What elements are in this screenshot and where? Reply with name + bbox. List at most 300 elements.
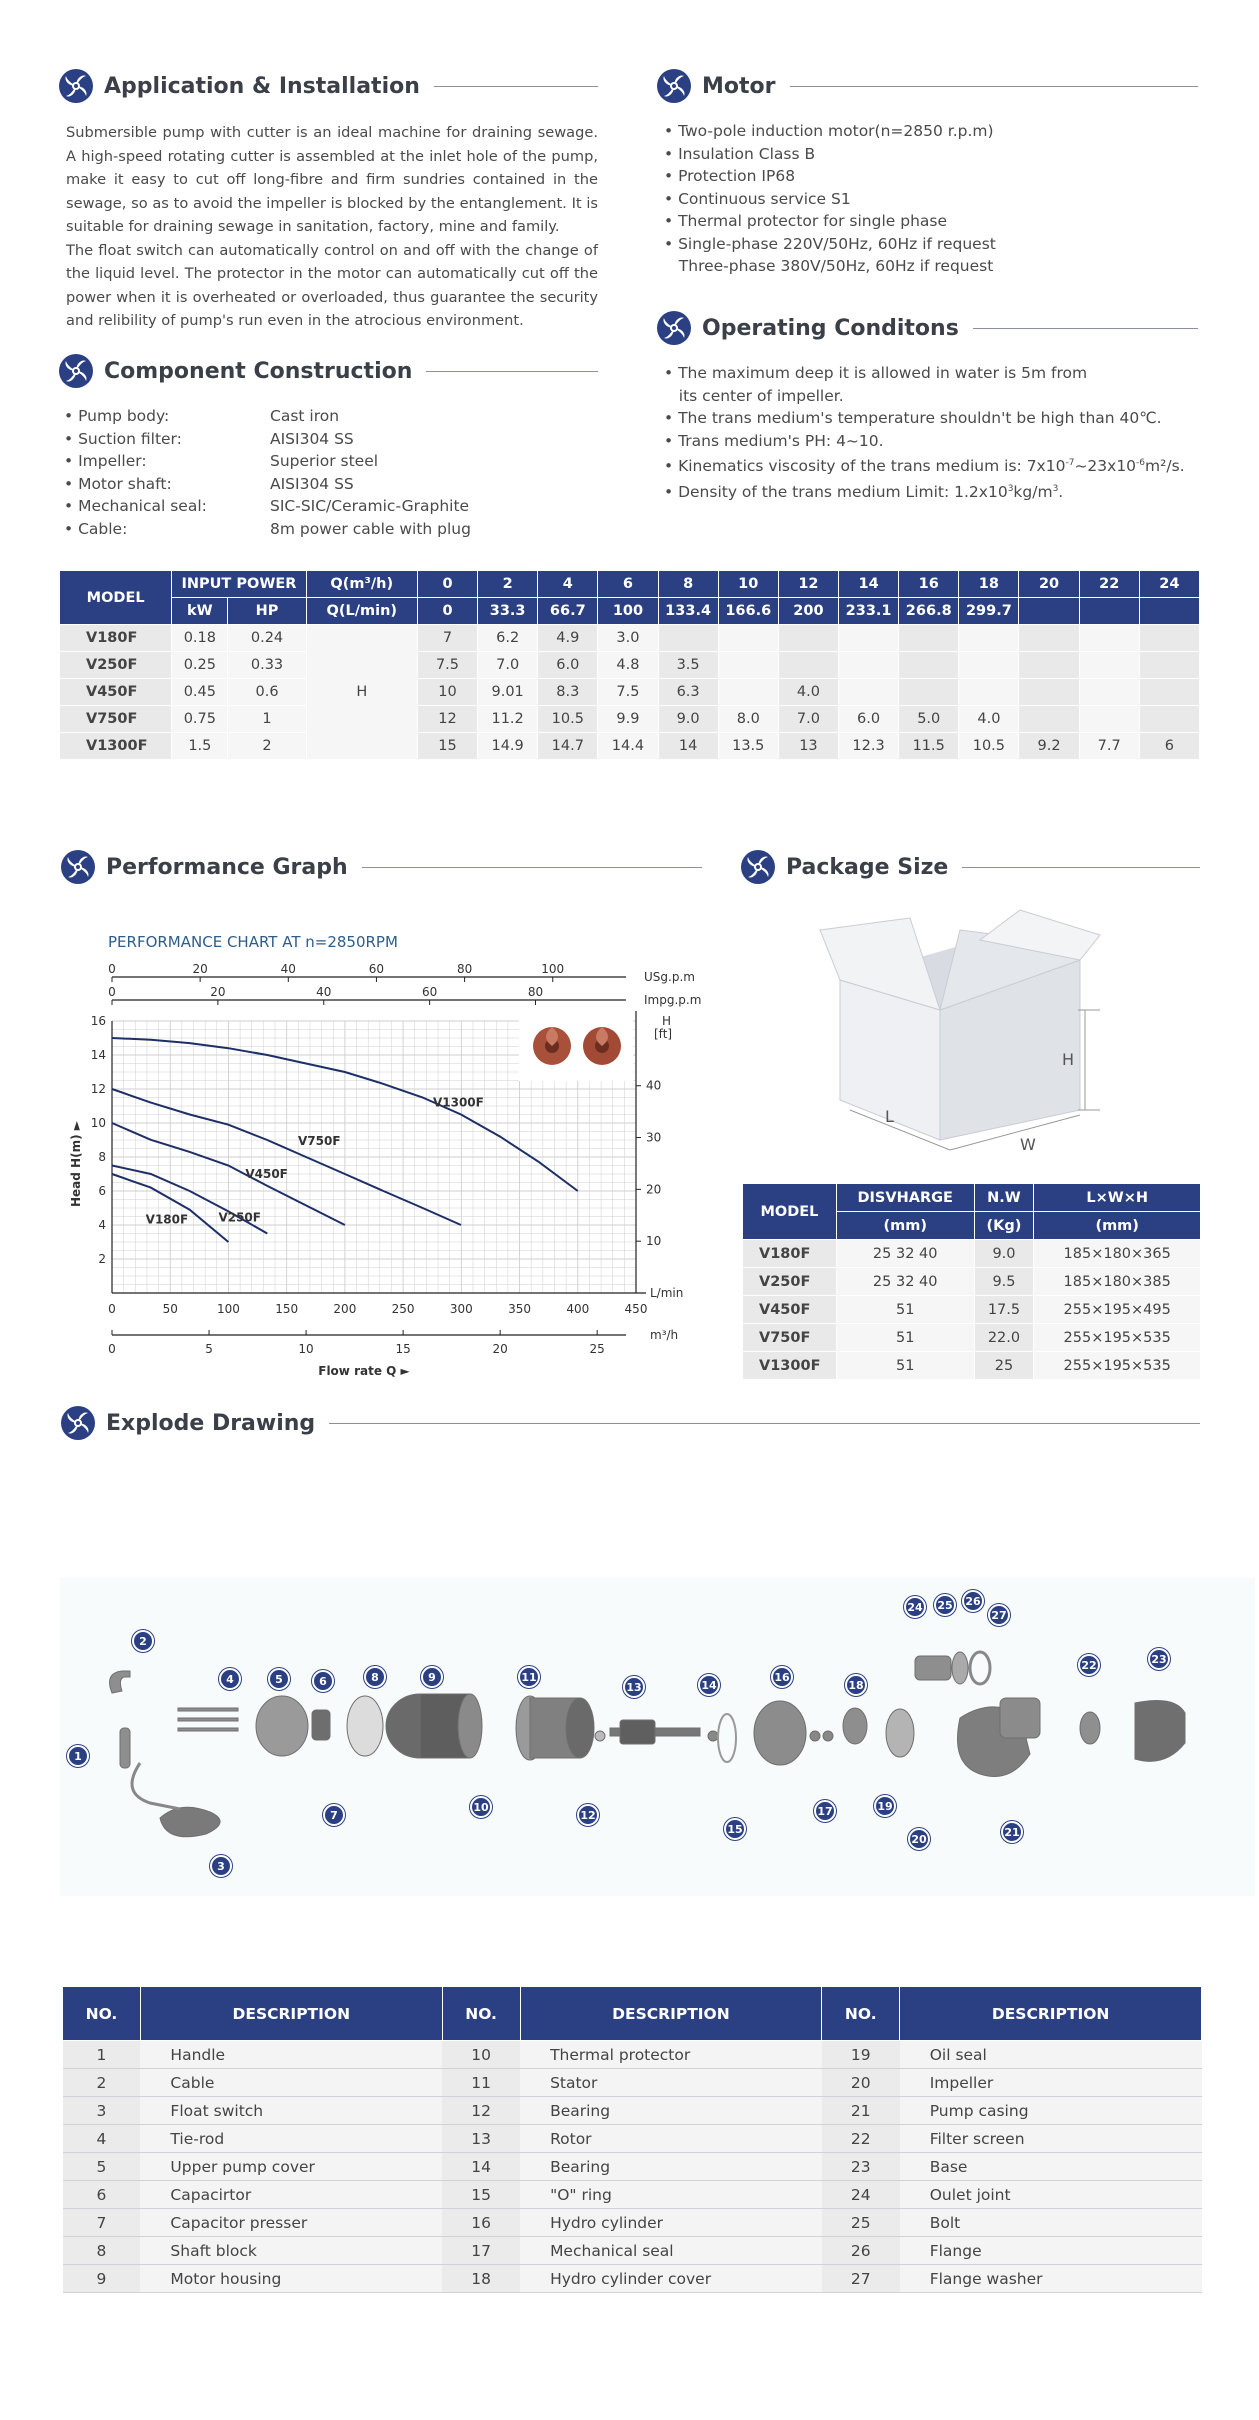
part-description: Hydro cylinder cover [520, 2265, 822, 2293]
head-value-cell: 14.7 [538, 733, 598, 760]
section-title: Operating Conditons [702, 315, 959, 341]
nw-cell: 9.5 [974, 1268, 1034, 1296]
discharge-cell: 51 [836, 1296, 974, 1324]
model-cell: V450F [60, 679, 172, 706]
head-value-cell: 7.0 [478, 652, 538, 679]
hp-cell: 2 [228, 733, 306, 760]
m3h-tick-label: 5 [205, 1342, 213, 1356]
kw-cell: 0.25 [172, 652, 228, 679]
kw-cell: 0.18 [172, 625, 228, 652]
section-header-motor [656, 66, 1198, 106]
header-description: DESCRIPTION [520, 1987, 822, 2041]
head-value-cell: 4.9 [538, 625, 598, 652]
y-tick-label: 8 [98, 1150, 106, 1164]
item-text: • Trans medium's PH: 4~10. [664, 431, 884, 450]
part-description: Shaft block [140, 2237, 442, 2265]
callout-5: 5 [268, 1668, 290, 1690]
lwh-cell: 255×195×495 [1034, 1296, 1201, 1324]
callout-21: 21 [1001, 1821, 1023, 1843]
usgpm-tick-label: 80 [456, 962, 473, 976]
header-no: NO. [63, 1987, 141, 2041]
head-value-cell: 7.5 [417, 652, 477, 679]
model-cell: V180F [743, 1240, 837, 1268]
section-header-performance [60, 847, 702, 887]
head-value-cell: 9.9 [598, 706, 658, 733]
motor-list [664, 120, 1204, 278]
divider [329, 1423, 1200, 1424]
q-m3h-cell: 6 [598, 571, 658, 598]
head-value-cell: 10.5 [538, 706, 598, 733]
part-description: Oulet joint [900, 2181, 1202, 2209]
x-unit-m3h: m³/h [650, 1328, 679, 1342]
head-value-cell: 12 [417, 706, 477, 733]
impgpm-tick-label: 40 [316, 985, 332, 999]
lwh-cell: 255×195×535 [1034, 1324, 1201, 1352]
head-value-cell [839, 652, 899, 679]
q-m3h-cell: 10 [718, 571, 778, 598]
part-description: Flange washer [900, 2265, 1202, 2293]
head-value-cell [959, 679, 1019, 706]
head-value-cell [899, 625, 959, 652]
q-m3h-cell: 16 [899, 571, 959, 598]
part-number: 23 [822, 2153, 900, 2181]
section-title: Motor [702, 73, 776, 99]
head-value-cell [1079, 679, 1139, 706]
series-label: V180F [145, 1212, 189, 1227]
callout-26: 26 [962, 1590, 984, 1612]
header-description: DESCRIPTION [140, 1987, 442, 2041]
q-m3h-cell: 4 [538, 571, 598, 598]
head-value-cell [1079, 706, 1139, 733]
part-number: 6 [63, 2181, 141, 2209]
callout-19: 19 [874, 1795, 896, 1817]
list-item: • Insulation Class B [664, 144, 816, 163]
part-number: 20 [822, 2069, 900, 2097]
q-m3h-cell: 24 [1139, 571, 1199, 598]
model-cell: V450F [743, 1296, 837, 1324]
lwh-cell: 185×180×365 [1034, 1240, 1201, 1268]
discharge-cell: 25 32 40 [836, 1240, 974, 1268]
component-row [64, 495, 594, 518]
q-m3h-cell: 22 [1079, 571, 1139, 598]
head-value-cell [718, 625, 778, 652]
part-description: Thermal protector [520, 2041, 822, 2069]
callout-7: 7 [323, 1804, 345, 1826]
company-logo-icon [58, 353, 94, 389]
part-number: 19 [822, 2041, 900, 2069]
part-description: Capacirtor [140, 2181, 442, 2209]
section-header-application [58, 66, 598, 106]
head-value-cell [718, 679, 778, 706]
usgpm-tick-label: 0 [108, 962, 116, 976]
x-tick-label: 50 [162, 1302, 178, 1316]
component-row [64, 473, 594, 496]
parts-list-table [62, 1986, 1202, 2293]
x-tick-label: 300 [449, 1302, 473, 1316]
head-value-cell: 14.4 [598, 733, 658, 760]
head-value-cell [1079, 652, 1139, 679]
company-logo-icon [656, 310, 692, 346]
header-q-lmin: Q(L/min) [306, 598, 417, 625]
divider [426, 371, 598, 372]
model-cell: V1300F [743, 1352, 837, 1380]
y-axis-label: Head H(m) ► [69, 1121, 83, 1207]
header-no: NO. [442, 1987, 520, 2041]
table-row [63, 2153, 1202, 2181]
header-lwh: L×W×H [1034, 1184, 1201, 1212]
table-row [63, 2181, 1202, 2209]
callout-11: 11 [518, 1666, 540, 1688]
list-item: • Thermal protector for single phase [664, 212, 948, 230]
table-row [60, 625, 1200, 652]
company-logo-icon [740, 849, 776, 885]
component-label: • Impeller: [64, 452, 147, 470]
y-tick-label: 10 [90, 1116, 106, 1130]
table-row [60, 652, 1200, 679]
list-item [664, 430, 1204, 453]
y-tick-label: 12 [90, 1082, 106, 1096]
head-value-cell [1139, 652, 1199, 679]
table-row [743, 1296, 1201, 1324]
callout-25: 25 [934, 1594, 956, 1616]
superscript: 3 [1007, 483, 1014, 494]
callout-10: 10 [470, 1796, 492, 1818]
kw-cell: 1.5 [172, 733, 228, 760]
list-item [664, 407, 1204, 430]
head-value-cell [839, 625, 899, 652]
head-value-cell [658, 625, 718, 652]
unit-discharge: (mm) [836, 1212, 974, 1240]
y-tick-label: 14 [90, 1048, 106, 1062]
x-tick-label: 0 [108, 1302, 116, 1316]
table-row [63, 2125, 1202, 2153]
component-row [64, 450, 594, 473]
part-description: Motor housing [140, 2265, 442, 2293]
x-tick-label: 200 [333, 1302, 357, 1316]
m3h-tick-label: 25 [589, 1342, 605, 1356]
discharge-cell: 51 [836, 1324, 974, 1352]
part-number: 4 [63, 2125, 141, 2153]
part-number: 21 [822, 2097, 900, 2125]
divider [362, 867, 702, 868]
m3h-tick-label: 0 [108, 1342, 116, 1356]
series-label: V1300F [432, 1095, 484, 1110]
item-text: • The trans medium's temperature shouldn't be high than 40℃. [664, 409, 1162, 427]
component-value: 8m power cable with plug [270, 519, 471, 538]
dim-w-label: W [1020, 1135, 1036, 1154]
kw-cell: 0.75 [172, 706, 228, 733]
part-description: Oil seal [900, 2041, 1202, 2069]
table-row [60, 679, 1200, 706]
impgpm-tick-label: 0 [108, 985, 116, 999]
part-description: Impeller [900, 2069, 1202, 2097]
model-cell: V1300F [60, 733, 172, 760]
callout-14: 14 [698, 1674, 720, 1696]
header-model: MODEL [60, 571, 172, 625]
dim-l-label: L [885, 1107, 894, 1126]
item-text: • Kinematics viscosity of the trans medium is: 7x10 [664, 457, 1066, 476]
part-number: 15 [442, 2181, 520, 2209]
head-value-cell [899, 679, 959, 706]
head-value-cell: 7.7 [1079, 733, 1139, 760]
performance-chart [56, 925, 706, 1378]
part-number: 5 [63, 2153, 141, 2181]
table-row [743, 1352, 1201, 1380]
item-text: its center of impeller. [664, 386, 844, 405]
part-description: Float switch [140, 2097, 442, 2125]
q-lmin-cell [1019, 598, 1079, 625]
package-box-diagram [810, 910, 1110, 1160]
head-value-cell: 7.5 [598, 679, 658, 706]
q-m3h-cell: 18 [959, 571, 1019, 598]
item-text: . [1058, 482, 1064, 501]
header-no: NO. [822, 1987, 900, 2041]
series-label: V750F [297, 1134, 341, 1148]
usgpm-unit: USg.p.m [644, 970, 695, 984]
component-row [64, 405, 594, 428]
q-lmin-cell [1079, 598, 1139, 625]
head-value-cell [778, 652, 838, 679]
component-row [64, 518, 594, 541]
callout-12: 12 [577, 1804, 599, 1826]
head-value-cell [1139, 625, 1199, 652]
performance-spec-table [59, 570, 1200, 760]
impgpm-tick-label: 20 [210, 985, 226, 999]
part-number: 7 [63, 2209, 141, 2237]
section-title: Performance Graph [106, 854, 348, 880]
head-value-cell [1139, 706, 1199, 733]
callout-16: 16 [771, 1666, 793, 1688]
divider [790, 86, 1199, 87]
q-lmin-cell: 0 [417, 598, 477, 625]
part-description: Pump casing [900, 2097, 1202, 2125]
lwh-cell: 185×180×385 [1034, 1268, 1201, 1296]
part-description: Capacitor presser [140, 2209, 442, 2237]
head-value-cell: 5.0 [899, 706, 959, 733]
list-item [664, 385, 1204, 408]
part-description: Bearing [520, 2153, 822, 2181]
model-cell: V750F [60, 706, 172, 733]
list-item: • Continuous service S1 [664, 189, 851, 208]
component-value: AISI304 SS [270, 429, 354, 448]
paragraph: The float switch can automatically control on and off with the change of the liquid level. The protector in the motor can automatically cut off the power when it is overheated or overloaded, thus guarantee the security and relibility of pump's run even in the atrocious environment. [66, 241, 598, 329]
ft-tick-label: 10 [646, 1234, 662, 1249]
part-number: 12 [442, 2097, 520, 2125]
header-model: MODEL [743, 1184, 837, 1240]
q-lmin-cell: 133.4 [658, 598, 718, 625]
head-value-cell: 13 [778, 733, 838, 760]
dim-h-label: H [1062, 1050, 1075, 1069]
y-tick-label: 2 [98, 1252, 106, 1266]
header-hp: HP [228, 598, 306, 625]
head-value-cell: 10.5 [959, 733, 1019, 760]
chart-title: PERFORMANCE CHART AT n=2850RPM [108, 933, 398, 951]
header-kw: kW [172, 598, 228, 625]
nw-cell: 25 [974, 1352, 1034, 1380]
impgpm-tick-label: 60 [421, 985, 438, 999]
divider [962, 867, 1200, 868]
head-value-cell: 14 [658, 733, 718, 760]
callout-17: 17 [814, 1800, 836, 1822]
callout-22: 22 [1078, 1654, 1100, 1676]
section-header-operating [656, 308, 1198, 348]
q-lmin-cell: 266.8 [899, 598, 959, 625]
component-row [64, 428, 594, 451]
header-q-m3h: Q(m³/h) [306, 571, 417, 598]
part-description: Filter screen [900, 2125, 1202, 2153]
package-size-table [742, 1183, 1201, 1380]
part-number: 27 [822, 2265, 900, 2293]
part-number: 9 [63, 2265, 141, 2293]
x-tick-label: 450 [624, 1302, 648, 1316]
table-row [63, 2265, 1202, 2293]
callout-15: 15 [724, 1818, 746, 1840]
callout-6: 6 [312, 1670, 334, 1692]
model-cell: V250F [743, 1268, 837, 1296]
x-tick-label: 400 [566, 1302, 590, 1316]
explode-drawing [60, 1578, 1255, 1896]
kw-cell: 0.45 [172, 679, 228, 706]
component-label: • Cable: [64, 519, 128, 538]
q-m3h-cell: 12 [778, 571, 838, 598]
part-description: Base [900, 2153, 1202, 2181]
component-label: • Pump body: [64, 407, 170, 425]
list-item [664, 478, 1204, 504]
part-number: 18 [442, 2265, 520, 2293]
list-item: • Protection IP68 [664, 167, 796, 185]
head-value-cell: 8.0 [718, 706, 778, 733]
head-value-cell: 9.2 [1019, 733, 1079, 760]
callout-18: 18 [845, 1674, 867, 1696]
model-cell: V180F [60, 625, 172, 652]
section-title: Application & Installation [104, 73, 420, 99]
part-number: 8 [63, 2237, 141, 2265]
head-value-cell: 11.2 [478, 706, 538, 733]
head-value-cell: 4.8 [598, 652, 658, 679]
item-text: • The maximum deep it is allowed in water is 5m from [664, 364, 1088, 382]
head-value-cell [1079, 625, 1139, 652]
q-lmin-cell: 100 [598, 598, 658, 625]
component-label: • Suction filter: [64, 429, 182, 448]
callout-13: 13 [623, 1676, 645, 1698]
nw-cell: 17.5 [974, 1296, 1034, 1324]
item-text: m²/s. [1145, 457, 1185, 476]
operating-list [664, 362, 1204, 503]
head-value-cell: 6.0 [839, 706, 899, 733]
list-item: • Two-pole induction motor(n=2850 r.p.m) [664, 122, 994, 140]
x-tick-label: 350 [508, 1302, 532, 1316]
part-number: 11 [442, 2069, 520, 2097]
m3h-tick-label: 20 [492, 1342, 508, 1356]
q-lmin-cell: 299.7 [959, 598, 1019, 625]
part-description: Hydro cylinder [520, 2209, 822, 2237]
component-value: Superior steel [270, 452, 379, 470]
company-logo-icon [58, 68, 94, 104]
part-number: 14 [442, 2153, 520, 2181]
callout-3: 3 [210, 1855, 232, 1877]
head-value-cell: 7.0 [778, 706, 838, 733]
ft-tick-label: 20 [646, 1182, 662, 1197]
usgpm-tick-label: 20 [192, 962, 208, 976]
table-row [63, 2097, 1202, 2125]
head-value-cell: 4.0 [778, 679, 838, 706]
company-logo-icon [60, 849, 96, 885]
part-description: Bolt [900, 2209, 1202, 2237]
section-header-component [58, 351, 598, 391]
head-value-cell [1019, 625, 1079, 652]
part-number: 22 [822, 2125, 900, 2153]
paragraph: Submersible pump with cutter is an ideal machine for draining sewage. A high-speed rotating cutter is assembled at the inlet hole of the pump, make it easy to cut off long-fibre and firm sundries contained in the sewage, so as to avoid the impeller is blocked by the entanglement. It is suitable for draining sewage in sanitation, factory, mine and family. [66, 124, 598, 235]
lwh-cell: 255×195×535 [1034, 1352, 1201, 1380]
model-cell: V250F [60, 652, 172, 679]
head-value-cell [899, 652, 959, 679]
discharge-cell: 25 32 40 [836, 1268, 974, 1296]
nw-cell: 22.0 [974, 1324, 1034, 1352]
table-row [63, 2069, 1202, 2097]
head-value-cell: 3.0 [598, 625, 658, 652]
header-input-power: INPUT POWER [172, 571, 306, 598]
callout-24: 24 [904, 1596, 926, 1618]
part-description: Handle [140, 2041, 442, 2069]
item-text: • Density of the trans medium Limit: 1.2x10 [664, 482, 1008, 501]
head-value-cell [1019, 679, 1079, 706]
callout-20: 20 [908, 1828, 930, 1850]
superscript: -6 [1136, 458, 1146, 468]
h-label-cell: H [306, 625, 417, 760]
table-row [60, 706, 1200, 733]
usgpm-tick-label: 40 [280, 962, 296, 976]
company-logo-icon [60, 1405, 96, 1441]
model-cell: V750F [743, 1324, 837, 1352]
component-label: • Motor shaft: [64, 474, 172, 493]
q-m3h-cell: 8 [658, 571, 718, 598]
list-item [664, 362, 1204, 385]
q-lmin-cell [1139, 598, 1199, 625]
usgpm-tick-label: 60 [368, 962, 385, 976]
q-m3h-cell: 14 [839, 571, 899, 598]
header-nw: N.W [974, 1184, 1034, 1212]
component-value: Cast iron [270, 407, 340, 425]
callout-27: 27 [988, 1604, 1010, 1626]
x-tick-label: 150 [275, 1302, 299, 1316]
right-unit-h: H [662, 1014, 672, 1028]
x-tick-label: 250 [391, 1302, 415, 1316]
head-value-cell: 10 [417, 679, 477, 706]
section-header-package [740, 847, 1200, 887]
table-row [63, 2209, 1202, 2237]
callout-2: 2 [132, 1630, 154, 1652]
table-row [63, 2237, 1202, 2265]
part-number: 16 [442, 2209, 520, 2237]
application-text [66, 121, 598, 333]
head-value-cell [1019, 652, 1079, 679]
section-title: Explode Drawing [106, 1410, 316, 1436]
section-header-explode [60, 1403, 1200, 1443]
hp-cell: 0.24 [228, 625, 306, 652]
m3h-tick-label: 15 [395, 1342, 411, 1356]
part-description: Rotor [520, 2125, 822, 2153]
callout-1: 1 [67, 1745, 89, 1767]
exploded-parts-illustration [60, 1578, 1255, 1896]
part-number: 2 [63, 2069, 141, 2097]
part-description: "O" ring [520, 2181, 822, 2209]
part-description: Mechanical seal [520, 2237, 822, 2265]
hp-cell: 0.6 [228, 679, 306, 706]
right-unit-ft: [ft] [654, 1027, 673, 1041]
header-discharge: DISVHARGE [836, 1184, 974, 1212]
nw-cell: 9.0 [974, 1240, 1034, 1268]
list-item: Three-phase 380V/50Hz, 60Hz if request [664, 257, 994, 275]
